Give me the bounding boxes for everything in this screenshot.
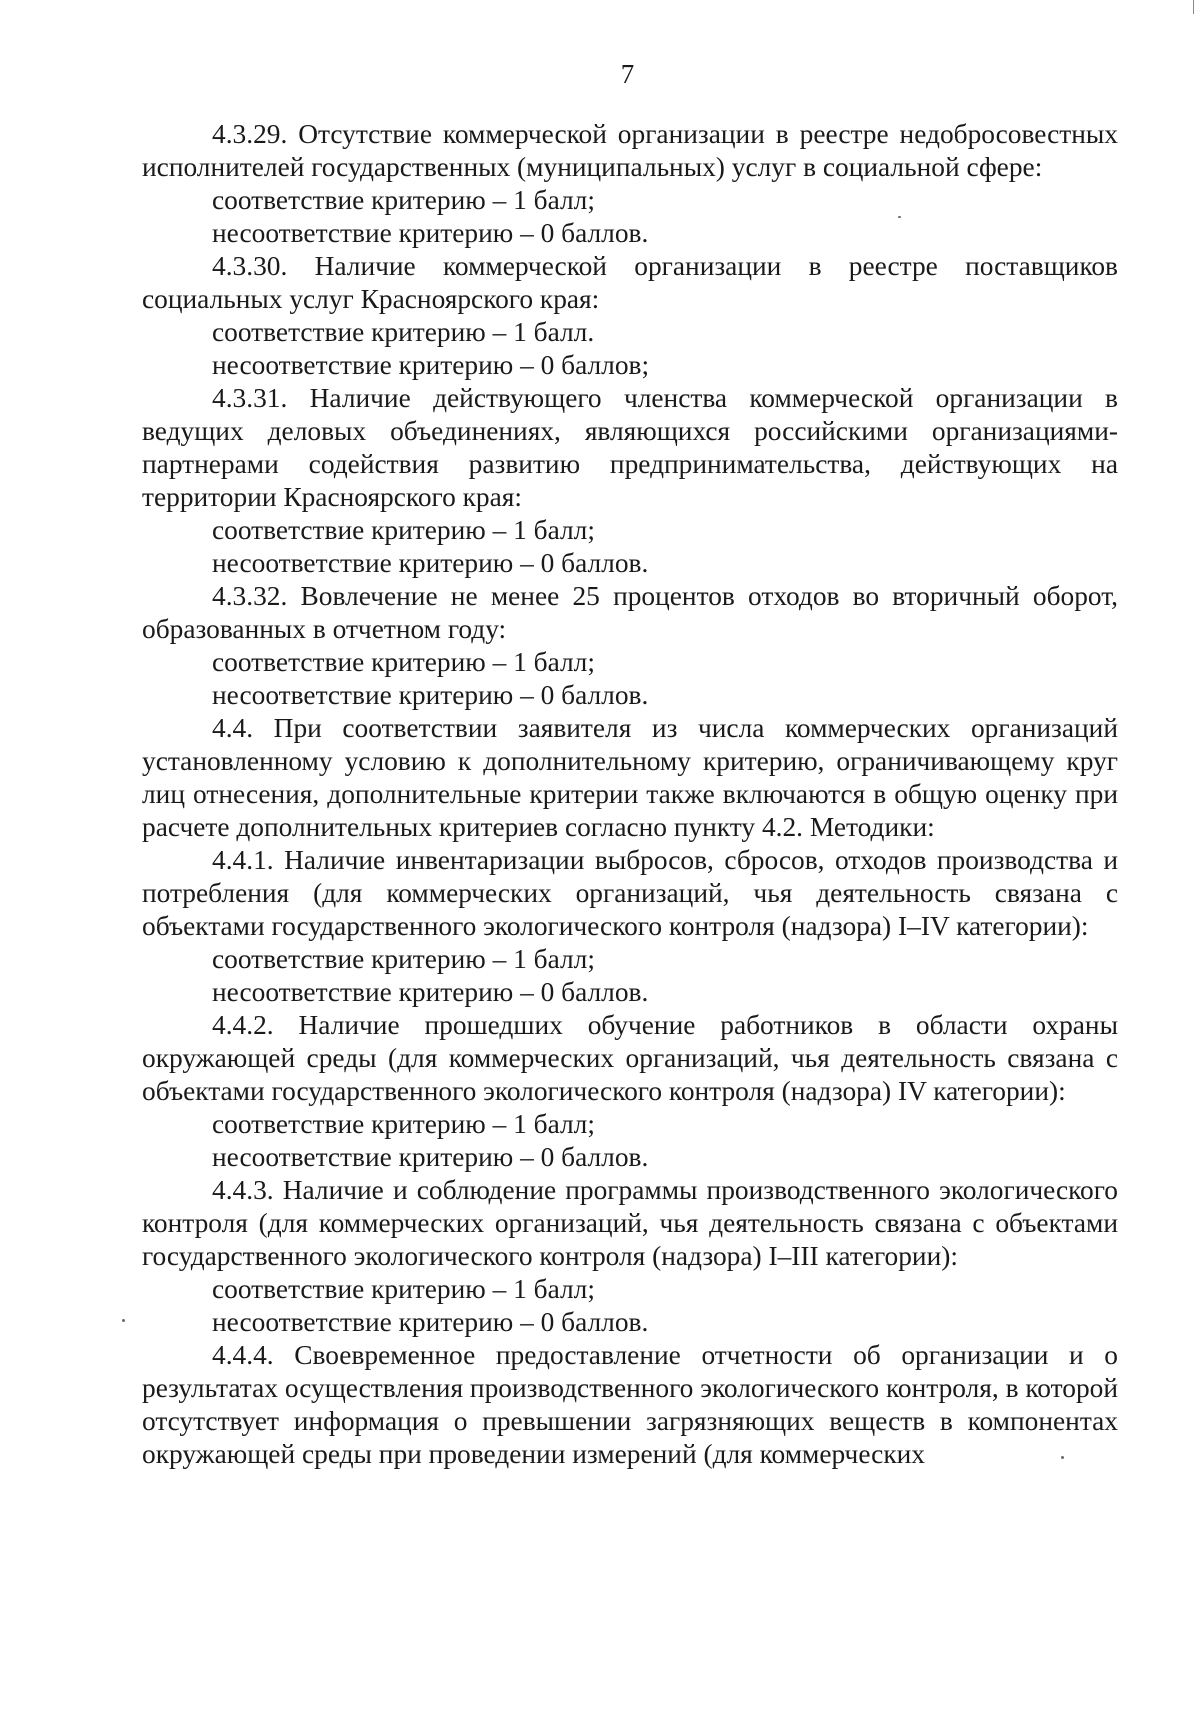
scan-speck [122, 1319, 125, 1322]
paragraph-4-4-2: 4.4.2. Наличие прошедших обучение работников в области охраны окружающей среды (для коммерческих организаций, чья деятельность связана с объектами государственного экологического контроля (надзора) IV категории): [142, 1010, 1118, 1106]
compliance-line: соответствие критерию – 1 балл. [212, 317, 595, 347]
page-number: 7 [620, 59, 635, 89]
compliance-line: соответствие критерию – 1 балл; [212, 1109, 595, 1139]
compliance-line: соответствие критерию – 1 балл; [212, 944, 595, 974]
scan-speck [1061, 1456, 1064, 1459]
noncompliance-line: несоответствие критерию – 0 баллов. [212, 977, 649, 1007]
compliance-line: соответствие критерию – 1 балл; [212, 647, 595, 677]
paragraph-4-4-1: 4.4.1. Наличие инвентаризации выбросов, сбросов, отходов производства и потребления (для коммерческих организаций, чья деятельность связана с объектами государственного экологического контроля (надзора) I–IV категории): [142, 845, 1118, 941]
noncompliance-line: несоответствие критерию – 0 баллов. [212, 218, 649, 248]
paragraph-4-3-30: 4.3.30. Наличие коммерческой организации в реестре поставщиков социальных услуг Красноярского края: [142, 251, 1118, 314]
noncompliance-line: несоответствие критерию – 0 баллов. [212, 548, 649, 578]
noncompliance-line: несоответствие критерию – 0 баллов; [212, 350, 650, 380]
scan-edge-mark [1193, 0, 1194, 14]
noncompliance-line: несоответствие критерию – 0 баллов. [212, 680, 649, 710]
compliance-line: соответствие критерию – 1 балл; [212, 515, 595, 545]
compliance-line: соответствие критерию – 1 балл; [212, 185, 595, 215]
paragraph-4-4: 4.4. При соответствии заявителя из числа коммерческих организаций установленному условию к дополнительному критерию, ограничивающему круг лиц отнесения, дополнительные критерии также включаются в общую оценку при расчете дополнительных критериев согласно пункту 4.2. Методики: [142, 713, 1118, 842]
paragraph-4-4-4: 4.4.4. Своевременное предоставление отчетности об организации и о результатах осуществления производственного экологического контроля, в которой отсутствует информация о превышении загрязняющих веществ в компонентах окружающей среды при проведении измерений (для коммерческих [142, 1340, 1118, 1469]
compliance-line: соответствие критерию – 1 балл; [212, 1274, 595, 1304]
scan-speck [898, 216, 901, 218]
paragraph-4-3-29: 4.3.29. Отсутствие коммерческой организации в реестре недобросовестных исполнителей государственных (муниципальных) услуг в социальной сфере: [142, 119, 1118, 182]
noncompliance-line: несоответствие критерию – 0 баллов. [212, 1307, 649, 1337]
paragraph-4-3-31: 4.3.31. Наличие действующего членства коммерческой организации в ведущих деловых объединениях, являющихся российскими организациями-партнерами содействия развитию предпринимательства, действующих на территории Красноярского края: [142, 383, 1118, 512]
document-body [142, 118, 1118, 1471]
noncompliance-line: несоответствие критерию – 0 баллов. [212, 1142, 649, 1172]
paragraph-4-4-3: 4.4.3. Наличие и соблюдение программы производственного экологического контроля (для коммерческих организаций, чья деятельность связана с объектами государственного экологического контроля (надзора) I–III категории): [142, 1175, 1118, 1271]
paragraph-4-3-32: 4.3.32. Вовлечение не менее 25 процентов отходов во вторичный оборот, образованных в отчетном году: [142, 581, 1118, 644]
